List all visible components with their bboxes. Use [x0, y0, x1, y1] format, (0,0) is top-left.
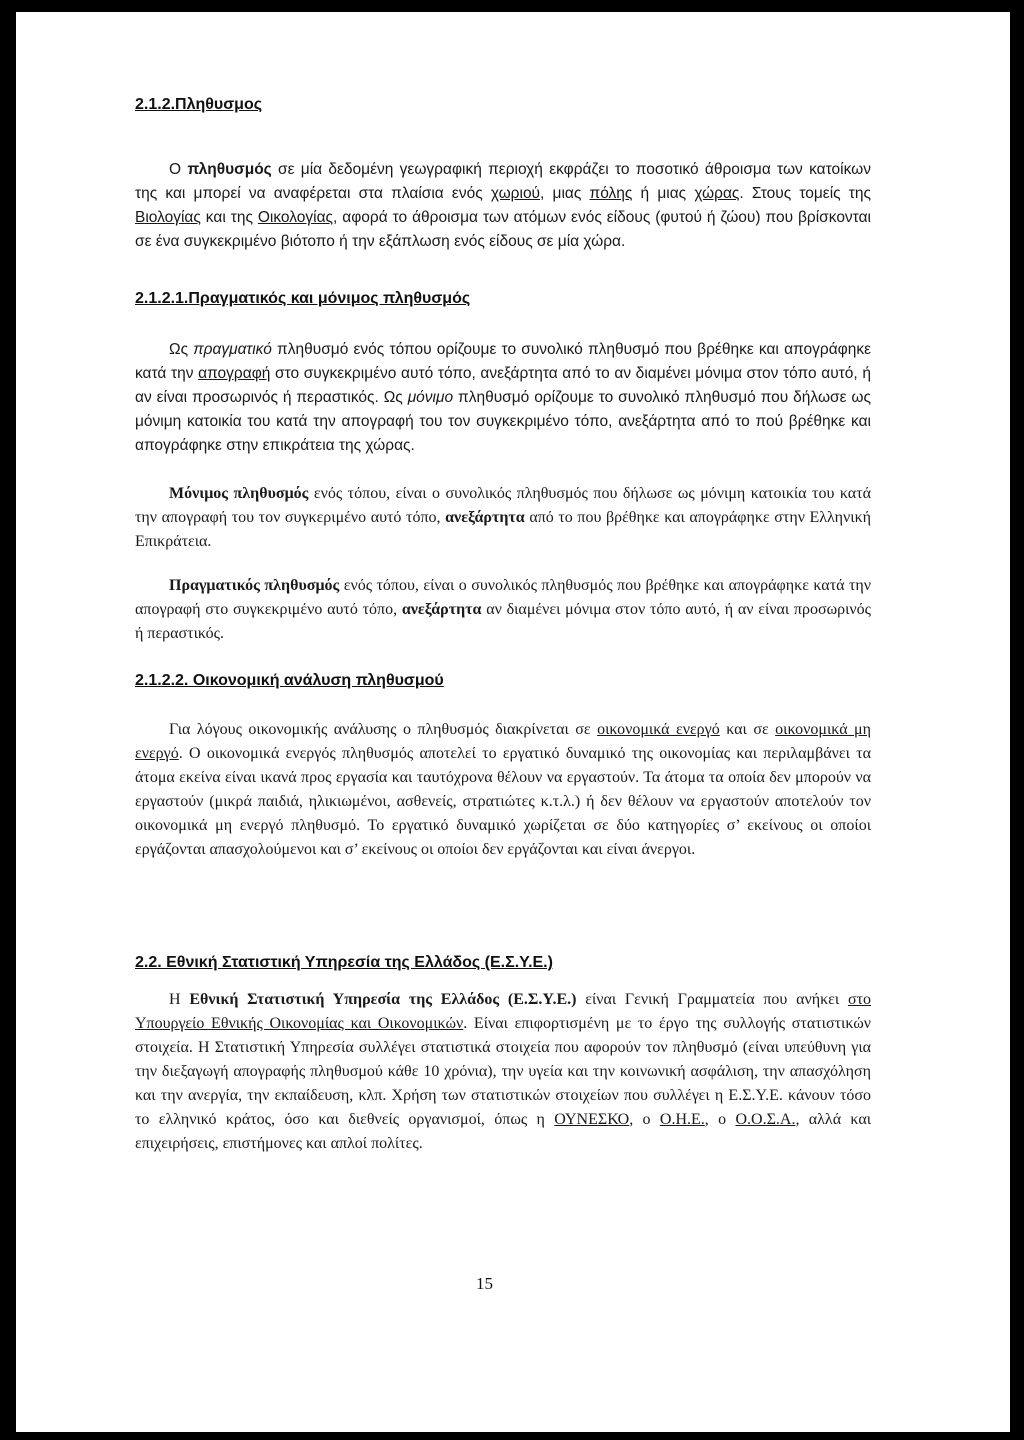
text-run: Ως — [169, 341, 194, 358]
link-oecd[interactable]: Ο.Ο.Σ.Α. — [735, 1111, 796, 1128]
page-number: 15 — [476, 1274, 493, 1293]
link-ecology[interactable]: Οικολογίας — [257, 209, 334, 226]
page-content — [135, 96, 871, 1156]
text-run: , ο — [629, 1111, 660, 1128]
link-biology[interactable]: Βιολογίας — [135, 209, 201, 226]
text-run: . Είναι επιφορτισμένη με το έργο της συλλογής στατιστικών στοιχεία. Η Στατιστική Υπηρεσία συλλέγει στατιστικά στοιχεία που αφορούν τον πληθυσμό (είναι υπεύθυνη για την διεξαγωγή απογραφής πληθυσμού κάθε 10 χρόνια), την υγεία και την κοινωνική ασφάλιση, την απασχόληση και την ανεργία, την εκπαίδευση, κλπ. Χρήση των στατιστικών στοιχείων που συλλέγει η Ε.Σ.Υ.Ε. κάνουν τόσο το ελληνικό κράτος, όσο και διεθνείς οργανισμοί, όπως η — [135, 1015, 872, 1128]
paragraph-actual-permanent-definition — [135, 338, 871, 458]
link-unesco[interactable]: ΟΥΝΕΣΚΟ — [554, 1111, 630, 1128]
paragraph-permanent-population — [135, 482, 871, 554]
section-heading-2-2: 2.2. Εθνική Στατιστική Υπηρεσία της Ελλάδος (Ε.Σ.Υ.Ε.) — [135, 954, 553, 971]
link-census[interactable]: απογραφή — [198, 365, 271, 382]
link-economically-active[interactable]: οικονομικά ενεργό — [597, 721, 720, 738]
text-run: , μιας — [540, 185, 590, 202]
text-run: πληθυσμό ορίζουμε το συνολικό πληθυσμό που δήλωσε ως μόνιμη κατοικία του κατά την απογραφή του τον συγκεκριμένο τόπο, ανεξάρτητα από το πού βρέθηκε και απογράφηκε στην επικράτεια της χώρας. — [135, 389, 871, 454]
document-page — [16, 12, 1010, 1432]
link-economically-inactive[interactable]: οικονομικά μη ενεργό — [135, 721, 872, 762]
section-heading-2-1-2: 2.1.2.Πληθυσμος — [135, 96, 263, 113]
term-population: πληθυσμός — [187, 161, 272, 178]
term-permanent: μόνιμο — [407, 389, 454, 406]
paragraph-population-definition — [135, 158, 871, 254]
link-un[interactable]: Ο.Η.Ε. — [659, 1111, 705, 1128]
text-run: ενός τόπου, είναι ο συνολικός πληθυσμός που δήλωσε ως μόνιμη κατοικία του κατά την απογραφή του τον συγκεριμένο αυτό τόπο, — [135, 485, 872, 526]
term-actual: πραγματικό — [193, 341, 272, 358]
text-run: Για λόγους οικονομικής ανάλυσης ο πληθυσμός διακρίνεται σε — [169, 721, 598, 738]
text-run: Η — [169, 991, 190, 1008]
text-run: και της — [200, 209, 258, 226]
section-heading-2-1-2-1: 2.1.2.1.Πραγματικός και μόνιμος πληθυσμός — [135, 290, 471, 307]
link-ministry[interactable]: στο Υπουργείο Εθνικής Οικονομίας και Οικονομικών — [135, 991, 871, 1032]
text-run: . Στους τομείς της — [739, 185, 871, 202]
text-run: σε μία δεδομένη γεωγραφική περιοχή εκφράζει το ποσοτικό άθροισμα των κατοίκων της και μπορεί να αναφέρεται στα πλαίσια ενός — [135, 161, 871, 202]
link-city[interactable]: πόλης — [589, 185, 633, 202]
term-regardless: ανεξάρτητα — [401, 601, 482, 618]
paragraph-esye — [135, 988, 871, 1156]
term-permanent-population: Μόνιμος πληθυσμός — [169, 485, 309, 502]
link-village[interactable]: χωριού — [490, 185, 541, 202]
text-run: Ο — [169, 161, 188, 178]
paragraph-economic-analysis — [135, 718, 871, 862]
text-run: , αφορά το άθροισμα των ατόμων ενός είδους (φυτού ή ζώου) που βρίσκονται σε ένα συγκεκριμένο βιότοπο ή την εξάπλωση ενός είδους σε μία χώρα. — [135, 209, 871, 250]
text-run: πληθυσμό ενός τόπου ορίζουμε το συνολικό πληθυσμό που βρέθηκε και απογράφηκε κατά την — [135, 341, 871, 382]
text-run: από το που βρέθηκε και απογράφηκε στην Ελληνική Επικράτεια. — [135, 509, 871, 550]
term-regardless: ανεξάρτητα — [445, 509, 525, 526]
text-run: , αλλά και επιχειρήσεις, επιστήμονες και απλοί πολίτες. — [135, 1111, 872, 1152]
section-heading-2-1-2-2: 2.1.2.2. Οικονομική ανάλυση πληθυσμού — [135, 672, 444, 689]
text-run: στο συγκεκριμένο αυτό τόπο, ανεξάρτητα από το αν διαμένει μόνιμα στον τόπο αυτό, ή αν είναι προσωρινός ή περαστικός. Ως — [135, 365, 871, 406]
paragraph-actual-population — [135, 574, 871, 646]
term-actual-population: Πραγματικός πληθυσμός — [169, 577, 340, 594]
link-country[interactable]: χώρας — [694, 185, 740, 202]
text-run: ή μιας — [632, 185, 695, 202]
text-run: ενός τόπου, είναι ο συνολικός πληθυσμός που βρέθηκε και απογράφηκε κατά την απογραφή στο συγκεκριμένο αυτό τόπο, — [135, 577, 871, 618]
text-run: . Ο οικονομικά ενεργός πληθυσμός αποτελεί το εργατικό δυναμικό της οικονομίας και περιλαμβάνει τα άτομα εκείνα είναι ικανά προς εργασία και ταυτόχρονα θέλουν να εργαστούν. Τα άτομα τα οποία δεν μπορούν να εργαστούν (μικρά παιδιά, ηλικιωμένοι, ασθενείς, στρατιώτες κ.τ.λ.) ή δεν θέλουν να εργαστούν αποτελούν τον οικονομικά μη ενεργό πληθυσμό. Το εργατικό δυναμικό χωρίζεται σε δύο κατηγορίες σ’ εκείνους οι οποίοι εργάζονται απασχολούμενοι και σ’ εκείνους οι οποίοι δεν εργάζονται και είναι άνεργοι. — [135, 745, 871, 858]
text-run: , ο — [704, 1111, 736, 1128]
text-run: και σε — [719, 721, 776, 738]
text-run: αν διαμένει μόνιμα στον τόπο αυτό, ή αν είναι προσωρινός ή περαστικός. — [135, 601, 872, 642]
term-esye: Εθνική Στατιστική Υπηρεσία της Ελλάδος (Ε.Σ.Υ.Ε.) — [189, 991, 577, 1008]
text-run: είναι Γενική Γραμματεία που ανήκει — [576, 991, 848, 1008]
